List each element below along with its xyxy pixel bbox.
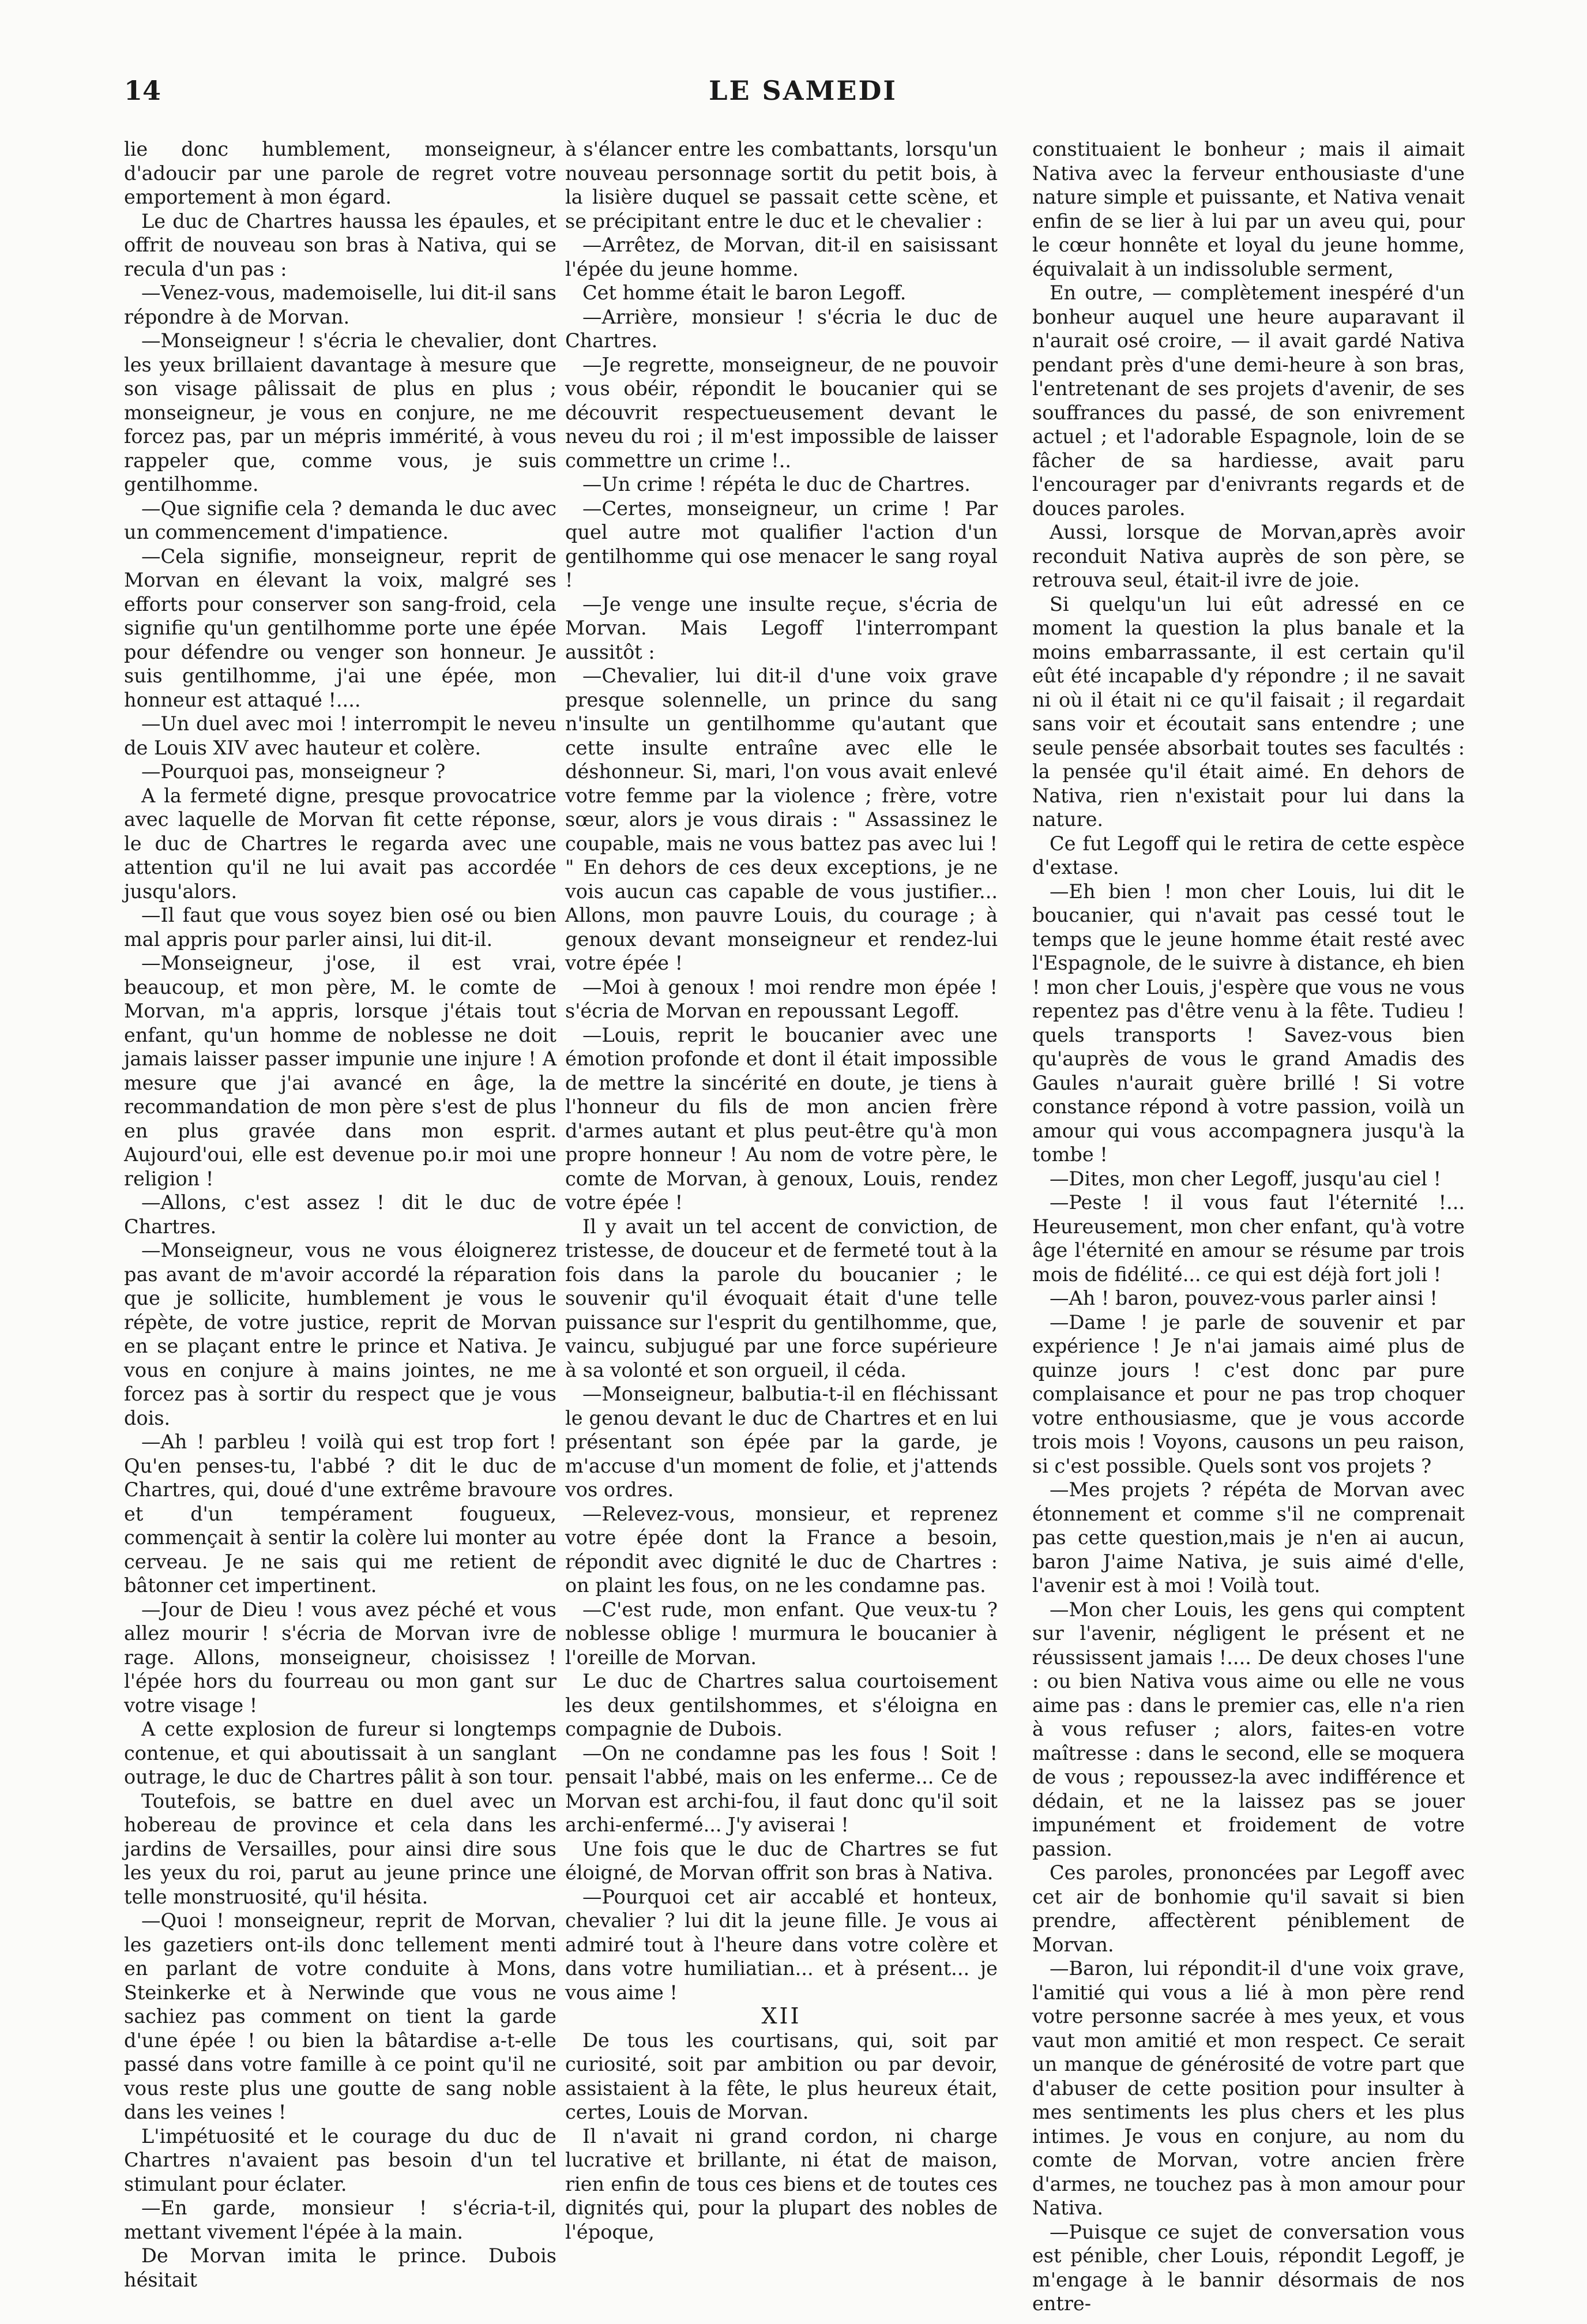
text-column-1 [124, 137, 556, 2289]
paragraph: —Monseigneur, balbutia-t-il en fléchissant le genou devant le duc de Chartres et en lui présentant son épée par la garde, je m'accuse d'un moment de folie, et j'attends vos ordres. [565, 1383, 998, 1501]
paragraph: —Relevez-vous, monsieur, et reprenez votre épée dont la France a besoin, répondit avec dignité le duc de Chartres : on plaint les fous, on ne les condamne pas. [565, 1502, 998, 1597]
paragraph: Toutefois, se battre en duel avec un hobereau de province et cela dans les jardins de Versailles, pour ainsi dire sous les yeux du roi, parut au jeune prince une telle monstruosité, qu'il hésita. [124, 1789, 556, 1908]
paragraph: Il n'avait ni grand cordon, ni charge lucrative et brillante, ni état de maison, rien enfin de tous ces biens et de toutes ces dignités qui, pour la plupart des nobles de l'époque, [565, 2124, 998, 2243]
paragraph: —Ah ! baron, pouvez-vous parler ainsi ! [1050, 1287, 1438, 1309]
paragraph: —Dites, mon cher Legoff, jusqu'au ciel ! [1050, 1167, 1442, 1190]
paragraph: Une fois que le duc de Chartres se fut éloigné, de Morvan offrit son bras à Nativa. [565, 1837, 998, 1884]
paragraph: —Louis, reprit le boucanier avec une émotion profonde et dont il était impossible de mettre la sincérité en doute, je tiens à l'honneur du fils de mon ancien frère d'armes autant et plus peut-être qu'à mon propre honneur ! Au nom de votre père, le comte de Morvan, à genoux, Louis, rendez votre épée ! [565, 1023, 998, 1214]
paragraph: —Eh bien ! mon cher Louis, lui dit le boucanier, qui n'avait pas cessé tout le temps que le jeune homme était resté avec l'Espagnole, de le suivre à distance, eh bien ! mon cher Louis, j'espère que vous ne vous repentez pas d'être venu à la fête. Tudieu ! quels transports ! Savez-vous bien qu'auprès de vous le grand Amadis des Gaules n'aurait guère brillé ! Si votre constance répond à votre passion, voilà un amour qui vous accompagnera jusqu'à la tombe ! [1032, 880, 1465, 1166]
paragraph: —Baron, lui répondit-il d'une voix grave, l'amitié qui vous a lié à mon père rend votre personne sacrée à mes yeux, et vous vaut mon amitié et mon respect. Ce serait un manque de générosité de votre part que d'abuser de cette position pour insulter à mes sentiments les plus chers et les plus intimes. Je vous en conjure, au nom du comte de Morvan, votre ancien frère d'armes, ne touchez pas à mon amour pour Nativa. [1032, 1957, 1465, 2219]
paragraph: —Il faut que vous soyez bien osé ou bien mal appris pour parler ainsi, lui dit-il. [124, 904, 556, 951]
paragraph: —Quoi ! monseigneur, reprit de Morvan, les gazetiers ont-ils donc tellement menti en parlant de votre conduite à Mons, Steinkerke et à Nerwinde que vous ne sachiez pas comment on tient la garde d'une épée ! ou bien la bâtardise a-t-elle passé dans votre famille à ce point qu'il ne vous reste plus une goutte de sang noble dans les veines ! [124, 1909, 556, 2123]
paragraph: —Venez-vous, mademoiselle, lui dit-il sans répondre à de Morvan. [124, 281, 556, 328]
paragraph: Cet homme était le baron Legoff. [582, 281, 907, 304]
page-number: 14 [124, 75, 161, 106]
paragraph: —Que signifie cela ? demanda le duc avec un commencement d'impatience. [124, 497, 556, 543]
paragraph: —C'est rude, mon enfant. Que veux-tu ? noblesse oblige ! murmura le boucanier à l'oreille de Morvan. [565, 1598, 998, 1669]
paragraph: —Chevalier, lui dit-il d'une voix grave presque solennelle, un prince du sang n'insulte un gentilhomme qu'autant que cette insulte entraîne avec elle le déshonneur. Si, mari, l'on vous avait enlevé votre femme par la violence ; frère, votre sœur, alors je vous dirais : " Assassinez le coupable, mais ne vous battez pas avec lui ! " En dehors de ces deux exceptions, je ne vois aucun cas capable de vous justifier... Allons, mon pauvre Louis, du courage ; à genoux devant monseigneur et rendez-lui votre épée ! [565, 664, 998, 974]
paragraph: En outre, — complètement inespéré d'un bonheur auquel une heure auparavant il n'aurait osé croire, — il avait gardé Nativa pendant près d'une demi-heure à son bras, l'entretenant de ses projets d'avenir, de ses souffrances du passé, de son enivrement actuel ; et l'adorable Espagnole, loin de se fâcher de sa hardiesse, avait paru l'encourager par d'enivrants regards et de douces paroles. [1032, 281, 1465, 520]
paragraph: —Puisque ce sujet de conversation vous est pénible, cher Louis, répondit Legoff, je m'engage à le bannir désormais de nos entre- [1032, 2220, 1465, 2315]
paragraph: —Monseigneur, j'ose, il est vrai, beaucoup, et mon père, M. le comte de Morvan, m'a appris, lorsque j'étais tout enfant, qu'un homme de noblesse ne doit jamais laisser passer impunie une injure ! A mesure que j'ai avancé en âge, la recommandation de mon père s'est de plus en plus gravée dans mon esprit. Aujourd'oui, elle est devenue po.ir moi une religion ! [124, 952, 556, 1190]
section-heading: XII [761, 2003, 802, 2029]
paragraph: De tous les courtisans, qui, soit par curiosité, soit par ambition ou par devoir, assistaient à la fête, le plus heureux était, certes, Louis de Morvan. [565, 2029, 998, 2123]
paragraph: —Un crime ! répéta le duc de Chartres. [582, 473, 971, 495]
paragraph: Il y avait un tel accent de conviction, de tristesse, de douceur et de fermeté tout à la fois dans la parole du boucanier ; le souvenir qu'il évoquait était d'une telle puissance sur l'esprit du gentilhomme, que, vaincu, subjugué par une force supérieure à sa volonté et son orgueil, il céda. [565, 1215, 998, 1381]
paragraph: Le duc de Chartres salua courtoisement les deux gentilshommes, et s'éloigna en compagnie de Dubois. [565, 1670, 998, 1740]
page-header [124, 75, 1482, 115]
paragraph: A cette explosion de fureur si longtemps contenue, et qui aboutissait à un sanglant outrage, le duc de Chartres pâlit à son tour. [124, 1718, 556, 1788]
paragraph: —Certes, monseigneur, un crime ! Par quel autre mot qualifier l'action d'un gentilhomme qui ose menacer le sang royal ! [565, 497, 998, 591]
paragraph: à s'élancer entre les combattants, lorsqu'un nouveau personnage sortit du petit bois, à la lisière duquel se passait cette scène, et se précipitant entre le duc et le chevalier : [565, 138, 998, 232]
paragraph: A la fermeté digne, presque provocatrice avec laquelle de Morvan fit cette réponse, le duc de Chartres le regarda avec une attention qu'il ne lui avait pas accordée jusqu'alors. [124, 784, 556, 903]
paragraph: Ces paroles, prononcées par Legoff avec cet air de bonhomie qu'il savait si bien prendre, affectèrent péniblement de Morvan. [1032, 1861, 1465, 1956]
paragraph: —Ah ! parbleu ! voilà qui est trop fort ! Qu'en penses-tu, l'abbé ? dit le duc de Chartres, qui, doué d'une extrême bravoure et d'un tempérament fougueux, commençait à sentir la colère lui monter au cerveau. Je ne sais qui me retient de bâtonner cet impertinent. [124, 1431, 556, 1597]
paragraph: —Dame ! je parle de souvenir et par expérience ! Je n'ai jamais aimé plus de quinze jours ! c'est donc par pure complaisance et pour ne pas trop choquer votre enthousiasme, que je vous accorde trois mois ! Voyons, causons un peu raison, si c'est possible. Quels sont vos projets ? [1032, 1311, 1465, 1477]
paragraph: —Pourquoi cet air accablé et honteux, chevalier ? lui dit la jeune fille. Je vous ai admiré tout à l'heure dans votre colère et dans votre humiliatian... et à présent... je vous aime ! [565, 1885, 998, 2004]
paragraph: —Monseigneur ! s'écria le chevalier, dont les yeux brillaient davantage à mesure que son visage pâlissait de plus en plus ; monseigneur, je vous en conjure, ne me forcez pas, par un mépris immérité, à vous rappeler que, comme vous, je suis gentilhomme. [124, 329, 556, 495]
paragraph: Aussi, lorsque de Morvan,après avoir reconduit Nativa auprès de son père, se retrouva seul, était-il ivre de joie. [1032, 521, 1465, 591]
paragraph: —Mes projets ? répéta de Morvan avec étonnement et comme s'il ne comprenait pas cette question,mais je n'en ai aucun, baron J'aime Nativa, je suis aimé d'elle, l'avenir est à moi ! Voilà tout. [1032, 1478, 1465, 1597]
paragraph: —En garde, monsieur ! s'écria-t-il, mettant vivement l'épée à la main. [124, 2197, 556, 2243]
paragraph: —Pourquoi pas, monseigneur ? [141, 760, 446, 783]
paragraph: Ce fut Legoff qui le retira de cette espèce d'extase. [1032, 832, 1465, 878]
paragraph: —Peste ! il vous faut l'éternité !... Heureusement, mon cher enfant, qu'à votre âge l'éternité en amour se résume par trois mois de fidélité... ce qui est déjà fort joli ! [1032, 1191, 1465, 1286]
paragraph: —Cela signifie, monseigneur, reprit de Morvan en élevant la voix, malgré ses efforts pour conserver son sang-froid, cela signifie qu'un gentilhomme porte une épée pour défendre ou venger son honneur. Je suis gentilhomme, j'ai une épée, mon honneur est attaqué !.... [124, 545, 556, 711]
paragraph: —On ne condamne pas les fous ! Soit ! pensait l'abbé, mais on les enferme... Ce de Morvan est archi-fou, il faut donc qu'il soit archi-enfermé... J'y aviserai ! [565, 1741, 998, 1836]
text-column-3 [1032, 137, 1465, 2315]
paragraph: lie donc humblement, monseigneur, d'adoucir par une parole de regret votre emportement à mon égard. [124, 138, 556, 208]
paragraph: constituaient le bonheur ; mais il aimait Nativa avec la ferveur enthousiaste d'une nature simple et puissante, et Nativa venait enfin de se lier à lui par un aveu qui, pour le cœur honnête et loyal du jeune homme, équivalait à un indissoluble serment, [1032, 138, 1465, 280]
paragraph: —Mon cher Louis, les gens qui comptent sur l'avenir, négligent le présent et ne réussissent jamais !.... De deux choses l'une : ou bien Nativa vous aime ou elle ne vous aime pas : dans le premier cas, elle n'a rien à vous refuser ; alors, faites-en votre maîtresse : dans le second, elle se moquera de vous ; repoussez-la avec indifférence et dédain, et ne la laissez pas se jouer impunément et froidement de votre passion. [1032, 1598, 1465, 1860]
paragraph: Si quelqu'un lui eût adressé en ce moment la question la plus banale et la moins embarrassante, il est certain qu'il eût été incapable d'y répondre ; il ne savait ni où il était ni ce qu'il faisait ; il regardait sans voir et écoutait sans entendre ; une seule pensée absorbait toutes ses facultés : la pensée qu'il était aimé. En dehors de Nativa, rien n'existait pour lui dans la nature. [1032, 592, 1465, 831]
paragraph: —Un duel avec moi ! interrompit le neveu de Louis XIV avec hauteur et colère. [124, 712, 556, 759]
paragraph: —Allons, c'est assez ! dit le duc de Chartres. [124, 1191, 556, 1238]
paragraph: —Arrêtez, de Morvan, dit-il en saisissant l'épée du jeune homme. [565, 234, 998, 280]
paragraph: De Morvan imita le prince. Dubois hésitait [124, 2244, 556, 2291]
text-column-2 [565, 137, 998, 2289]
paragraph: —Jour de Dieu ! vous avez péché et vous allez mourir ! s'écria de Morvan ivre de rage. Allons, monseigneur, choisissez ! l'épée hors du fourreau ou mon gant sur votre visage ! [124, 1598, 556, 1717]
paragraph: —Je venge une insulte reçue, s'écria de Morvan. Mais Legoff l'interrompant aussitôt : [565, 592, 998, 663]
paragraph: —Arrière, monsieur ! s'écria le duc de Chartres. [565, 305, 998, 352]
paragraph: L'impétuosité et le courage du duc de Chartres n'avaient pas besoin d'un tel stimulant pour éclater. [124, 2124, 556, 2195]
paragraph: —Monseigneur, vous ne vous éloignerez pas avant de m'avoir accordé la réparation que je sollicite, humblement je vous le répète, de votre justice, reprit de Morvan en se plaçant entre le prince et Nativa. Je vous en conjure à mains jointes, ne me forcez pas à sortir du respect que je vous dois. [124, 1239, 556, 1429]
paragraph: —Moi à genoux ! moi rendre mon épée ! s'écria de Morvan en repoussant Legoff. [565, 975, 998, 1022]
paragraph: Le duc de Chartres haussa les épaules, et offrit de nouveau son bras à Nativa, qui se recula d'un pas : [124, 209, 556, 280]
running-title: LE SAMEDI [709, 75, 897, 106]
paragraph: —Je regrette, monseigneur, de ne pouvoir vous obéir, répondit le boucanier qui se découvrit respectueusement devant le neveu du roi ; il m'est impossible de laisser commettre un crime !.. [565, 353, 998, 472]
